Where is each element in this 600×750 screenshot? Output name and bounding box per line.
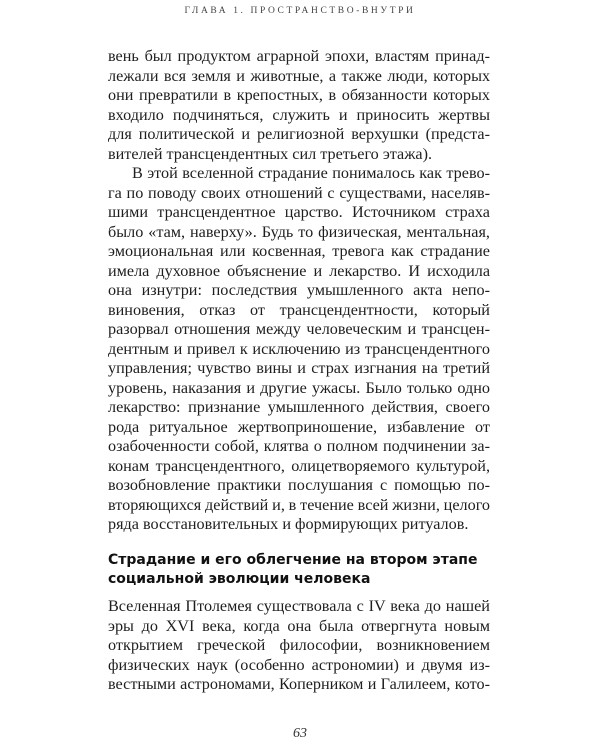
body-text-section-1 [108, 47, 490, 535]
text-line-content: они превратили в крепостных, в обязанности которых [108, 86, 490, 104]
text-line [108, 457, 490, 477]
text-line [108, 242, 490, 262]
text-line-content: вторяющихся действий и, в течение всей жизни, целого [108, 495, 491, 514]
text-line-content: физических наук (особенно астрономии) и двумя из- [108, 655, 490, 674]
text-line [108, 340, 490, 360]
text-line-content: имела духовное объяснение и лекарство. И исходила [108, 261, 491, 280]
text-line [108, 262, 490, 282]
text-line [108, 67, 490, 87]
heading-line: Страдание и его облегчение на втором этапе [108, 552, 478, 568]
text-line [108, 184, 490, 204]
text-line-content: она изнутри: последствия умышленного акта непо- [108, 281, 491, 299]
section-heading [108, 551, 528, 589]
text-line-content: открытием греческой философии, возникновением [108, 636, 490, 654]
text-line-content: В этой вселенной страдание понималось как трево- [132, 164, 490, 182]
text-line [108, 675, 490, 695]
text-line [108, 86, 490, 106]
text-line-content: эры до XVI века, когда она была отвергнута новым [108, 616, 490, 635]
text-line [108, 203, 490, 223]
text-line-content: лежали вся земля и животные, а также люди, которых [108, 66, 491, 85]
text-line-content: рода ритуальное жертвоприношение, избавление от [108, 417, 490, 436]
text-line [108, 164, 490, 184]
text-line-content: дентным и привел к исключению из трансцендентного [108, 339, 490, 358]
text-line [108, 145, 490, 165]
text-line [108, 597, 490, 617]
text-line [108, 223, 490, 243]
text-line-content: было «там, наверху». Будь то физическая, ментальная, [108, 222, 490, 241]
text-line [108, 418, 490, 438]
text-line-content: управления; чувство вины и страх изгнания на третий [108, 359, 490, 377]
text-line-content: для политической и религиозной верхушки (предста- [108, 125, 490, 143]
text-line [108, 636, 490, 656]
text-line-content: конам трансцендентного, олицетворяемого культурой, [108, 456, 491, 475]
text-line [108, 359, 490, 379]
text-line-content: ряда восстановительных и формирующих ритуалов. [108, 515, 469, 533]
text-line-content: входило подчиняться, служить и приносить жертвы [108, 105, 490, 124]
text-line-content: уровень, наказания и другие ужасы. Было только одно [108, 378, 491, 397]
text-line-content: возобновление практики послушания с помощью по- [108, 476, 491, 494]
text-line [108, 281, 490, 301]
text-line [108, 106, 490, 126]
text-line [108, 515, 490, 535]
text-line [108, 617, 490, 637]
text-line [108, 496, 490, 516]
text-line [108, 656, 490, 676]
text-line-content: Вселенная Птолемея существовала с IV века до нашей [108, 597, 490, 615]
text-line-content: вестными астрономами, Коперником и Галилеем, кото- [108, 675, 490, 693]
text-line [108, 476, 490, 496]
heading-line: социальной эволюции человека [108, 571, 371, 587]
text-line-content: вителей трансцендентных сил третьего этажа). [108, 144, 433, 163]
body-text-section-2 [108, 597, 490, 695]
text-line-content: озабоченности собой, клятва о полном подчинении за- [108, 437, 490, 455]
running-head: ГЛАВА 1. ПРОСТРАНСТВО-ВНУТРИ [184, 6, 416, 16]
text-line [108, 301, 490, 321]
text-line [108, 398, 490, 418]
text-line [108, 437, 490, 457]
text-line-content: шими трансцендентное царство. Источником страха [108, 203, 490, 221]
text-line-content: виновения, отказ от трансцендентности, который [108, 300, 490, 319]
text-line-content: вень был продуктом аграрной эпохи, властям принад- [108, 47, 490, 65]
text-line-content: лекарство: признание умышленного действия, своего [108, 398, 491, 416]
text-line [108, 320, 490, 340]
text-line [108, 379, 490, 399]
page-number: 63 [293, 726, 307, 741]
text-line-content: эмоциональная или косвенная, тревога как страдание [108, 242, 490, 260]
text-line [108, 125, 490, 145]
text-line [108, 47, 490, 67]
text-line-content: га по поводу своих отношений с существами, населяв- [108, 183, 491, 202]
text-line-content: разорвал отношения между человеческим и трансцен- [108, 320, 490, 338]
